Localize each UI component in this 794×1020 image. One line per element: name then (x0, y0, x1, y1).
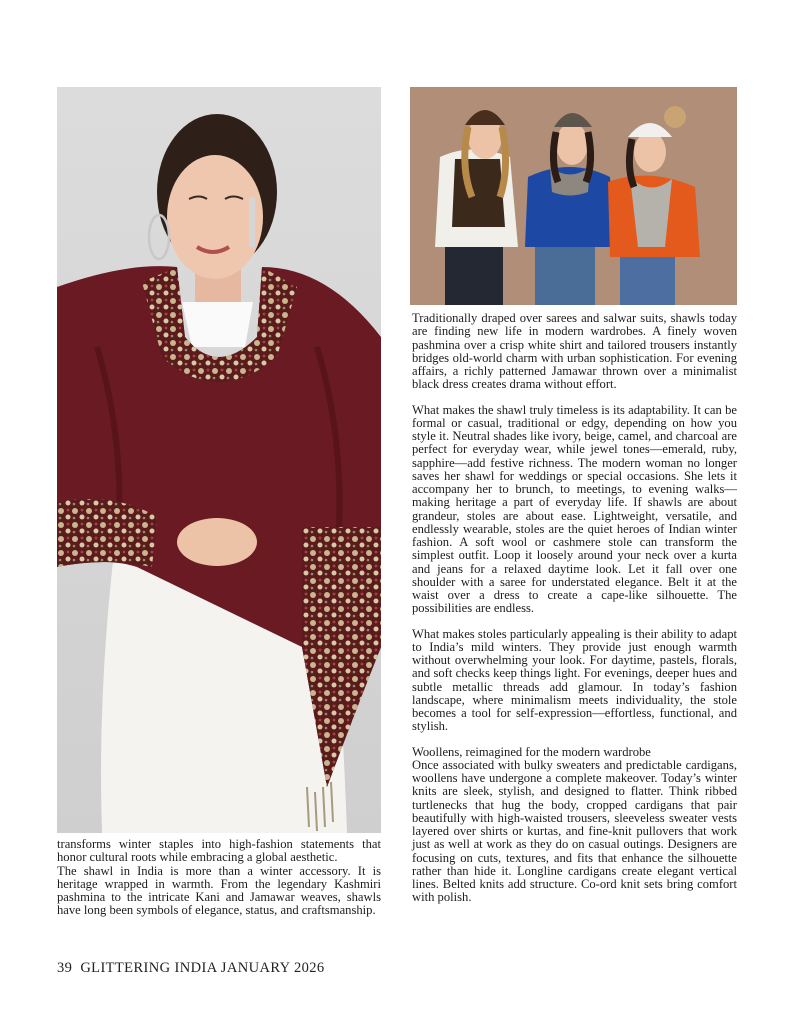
left-paragraph-2: The shawl in India is more than a winter accessory. It is heritage wrapped in warmth. From the legendary Kashmiri pashmina to the intricate Kani and Jamawar weaves, shawls have long been symbols of elegance, status, and craftsmanship. (57, 863, 381, 918)
page-footer (57, 960, 325, 977)
left-paragraph-1: transforms winter staples into high-fashion statements that honor cultural roots while embracing a global aesthetic. (57, 837, 381, 865)
publication-title: GLITTERING INDIA JANUARY 2026 (80, 960, 325, 976)
woman-in-maroon-shawl-photo (57, 87, 381, 833)
three-women-in-winter-knits-photo (410, 87, 737, 305)
right-paragraph-4: Once associated with bulky sweaters and predictable cardigans, woollens have undergone a complete makeover. Today’s winter knits are sleek, stylish, and designed to flatter. Think ribbed turtlenecks that hug the body, cropped cardigans that pair beautifully with high-waisted trousers, sleeveless sweater vests layered over shirts or kurtas, and fine-knit pullovers that work just as well at work as they do on casual outings. Designers are focusing on cuts, textures, and fits that enhance the silhouette rather than hide it. Longline cardigans create elegant vertical lines. Belted knits add structure. Co-ord knit sets bring comfort with polish. (412, 757, 737, 905)
right-paragraph-2: What makes the shawl truly timeless is its adaptability. It can be formal or casual, traditional or edgy, depending on how you style it. Neutral shades like ivory, beige, camel, and charcoal are perfect for everyday wear, while jewel tones—emerald, ruby, sapphire—add festive richness. The modern woman no longer saves her shawl for weddings or special occasions. She lets it accompany her to brunch, to meetings, to evening walks—making heritage a part of everyday life. If shawls are about grandeur, stoles are about ease. Lightweight, versatile, and endlessly wearable, stoles are the quiet heroes of Indian winter fashion. A soft wool or cashmere stole can transform the simplest outfit. Loop it loosely around your neck over a kurta and jeans for a relaxed daytime look. Let it fall over one shoulder with a saree for understated elegance. Belt it at the waist over a dress to create a cape-like silhouette. The possibilities are endless. (412, 402, 737, 616)
winter-knits-illustration (410, 87, 737, 305)
page-number: 39 (57, 960, 73, 976)
shawl-model-illustration (57, 87, 381, 833)
right-paragraph-1: Traditionally draped over sarees and salwar suits, shawls today are finding new life in modern wardrobes. A finely woven pashmina over a crisp white shirt and tailored trousers instantly bridges old-world charm with urban sophistication. For evening affairs, a richly patterned Jamawar thrown over a minimalist black dress creates drama without effort. (412, 311, 737, 392)
section-subheading: Woollens, reimagined for the modern wardrobe (412, 744, 651, 759)
right-text-column (412, 312, 737, 905)
right-paragraph-3: What makes stoles particularly appealing is their ability to adapt to India’s mild winters. They provide just enough warmth without overwhelming your look. For daytime, pastels, florals, and soft checks keep things light. For evenings, deeper hues and subtle metallic threads add glamour. In today’s fashion landscape, where minimalism meets individuality, the stole becomes a tool for self-expression—effortless, functional, and stylish. (412, 626, 737, 734)
left-text-column (57, 838, 381, 918)
